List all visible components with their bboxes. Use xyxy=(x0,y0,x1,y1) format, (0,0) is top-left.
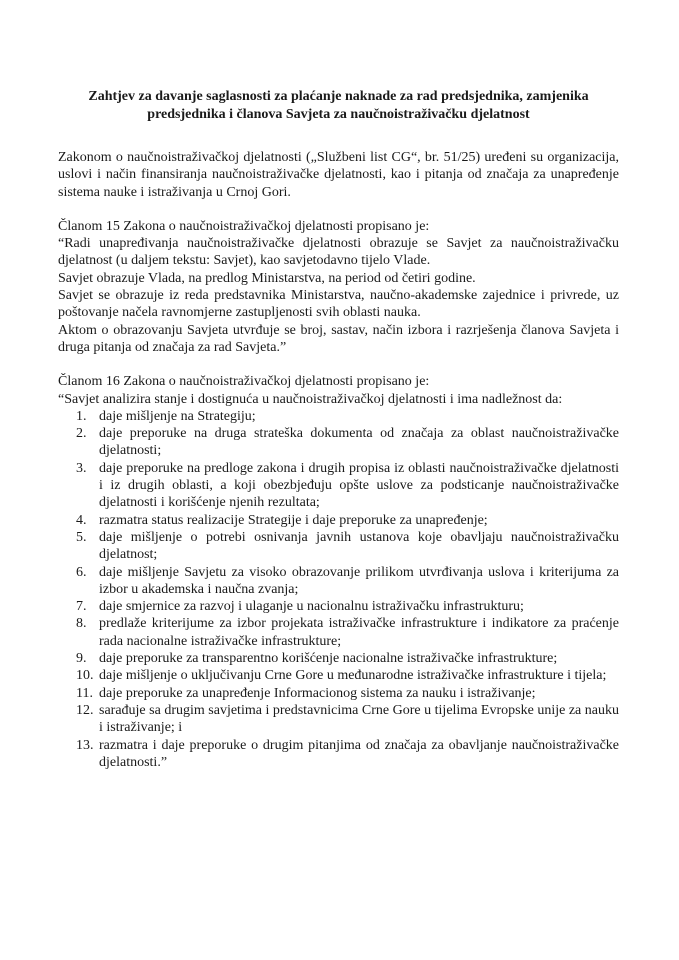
list-item xyxy=(58,512,619,529)
list-item-text: daje mišljenje o potrebi osnivanja javnih ustanova koje obavljaju naučnoistraživačku djelatnost; xyxy=(99,529,619,563)
list-item-number: 13. xyxy=(76,737,94,753)
list-item-text: razmatra i daje preporuke o drugim pitanjima od značaja za obavljanje naučnoistraživačke djelatnosti.” xyxy=(99,737,619,770)
article-16-lead: “Savjet analizira stanje i dostignuća u naučnoistraživačkoj djelatnosti i ima nadležnost da: xyxy=(58,391,563,407)
list-item-number: 3. xyxy=(76,460,87,476)
list-item-number: 7. xyxy=(76,599,87,615)
list-item xyxy=(58,702,619,737)
list-item-text: daje preporuke na druga strateška dokumenta od značaja za oblast naučnoistraživačke djelatnosti; xyxy=(99,426,619,459)
competence-list xyxy=(58,408,619,771)
list-item-number: 12. xyxy=(76,702,94,718)
article-16-section xyxy=(58,373,619,771)
list-item-text: razmatra status realizacije Strategije i daje preporuke za unapređenje; xyxy=(99,512,488,528)
list-item xyxy=(58,529,619,564)
article-15-line: “Radi unapređivanja naučnoistraživačke djelatnosti obrazuje se Savjet za naučnoistraživačku djelatnost (u daljem tekstu: Savjet), kao savjetodavno tijelo Vlade. xyxy=(58,236,619,269)
document-title: Zahtjev za davanje saglasnosti za plaćanje naknade za rad predsjednika, zamjenika predsjednika i članova Savjeta za naučnoistraživačku djelatnost xyxy=(88,89,589,122)
article-15-section xyxy=(58,218,619,356)
list-item xyxy=(58,737,619,772)
article-15-line: Savjet obrazuje Vlada, na predlog Ministarstva, na period od četiri godine. xyxy=(58,270,476,286)
list-item-number: 6. xyxy=(76,564,87,580)
list-item-number: 4. xyxy=(76,512,87,528)
list-item-text: daje preporuke za transparentno korišćenje nacionalne istraživačke infrastrukture; xyxy=(99,651,558,667)
spacer xyxy=(58,201,619,218)
list-item xyxy=(58,598,619,615)
list-item xyxy=(58,564,619,599)
intro-paragraph: Zakonom o naučnoistraživačkoj djelatnosti („Službeni list CG“, br. 51/25) uređeni su organizacija, uslovi i način finansiranja naučnoistraživačke djelatnosti, kao i pitanja od značaja za unapređenje sistema nauke i istraživanja u Crnoj Gori. xyxy=(58,150,619,200)
article-15-intro: Članom 15 Zakona o naučnoistraživačkoj djelatnosti propisano je: xyxy=(58,218,430,234)
list-item-text: daje mišljenje o uključivanju Crne Gore u međunarodne istraživačke infrastrukture i tijela; xyxy=(99,668,607,684)
list-item-number: 1. xyxy=(76,408,87,424)
list-item-number: 8. xyxy=(76,616,87,632)
article-16-intro: Članom 16 Zakona o naučnoistraživačkoj djelatnosti propisano je: xyxy=(58,374,430,390)
list-item-number: 9. xyxy=(76,651,87,667)
list-item xyxy=(58,650,619,667)
list-item-text: daje mišljenje Savjetu za visoko obrazovanje prilikom utvrđivanja uslova i kriterijuma za izbor u akademska i naučna zvanja; xyxy=(99,564,619,597)
article-15-line: Savjet se obrazuje iz reda predstavnika Ministarstva, naučno-akademske zajednice i privrede, uz poštovanje načela ravnomjerne zastupljenosti svih oblasti nauka. xyxy=(58,288,619,321)
list-item xyxy=(58,685,619,702)
list-item-number: 2. xyxy=(76,426,87,442)
list-item-number: 5. xyxy=(76,529,87,545)
list-item-text: daje smjernice za razvoj i ulaganje u nacionalnu istraživačku infrastrukturu; xyxy=(99,599,524,615)
list-item-text: daje preporuke za unapređenje Informacionog sistema za nauku i istraživanje; xyxy=(99,685,536,701)
list-item-text: predlaže kriterijume za izbor projekata istraživačke infrastrukture i indikatore za praćenje rada nacionalne istraživačke infrastrukture; xyxy=(99,616,619,649)
list-item xyxy=(58,460,619,512)
list-item-number: 10. xyxy=(76,668,94,684)
list-item-text: sarađuje sa drugim savjetima i predstavnicima Crne Gore u tijelima Evropske unije za nauku i istraživanje; i xyxy=(99,702,619,736)
list-item xyxy=(58,615,619,650)
list-item xyxy=(58,425,619,460)
list-item xyxy=(58,408,619,425)
list-item-text: daje mišljenje na Strategiju; xyxy=(99,408,256,424)
article-15-line: Aktom o obrazovanju Savjeta utvrđuje se broj, sastav, način izbora i razrješenja članova Savjeta i druga pitanja od značaja za rad Savjeta.” xyxy=(58,322,619,355)
spacer xyxy=(58,356,619,373)
list-item-text: daje preporuke na predloge zakona i drugih propisa iz oblasti naučnoistraživačke djelatnosti i iz drugih oblasti, a koji obezbjeđuju opšte uslove za podsticanje naučnoistraživačke djelatnosti i korišćenje njenih rezultata; xyxy=(99,460,619,511)
list-item xyxy=(58,667,619,684)
list-item-number: 11. xyxy=(76,685,93,701)
